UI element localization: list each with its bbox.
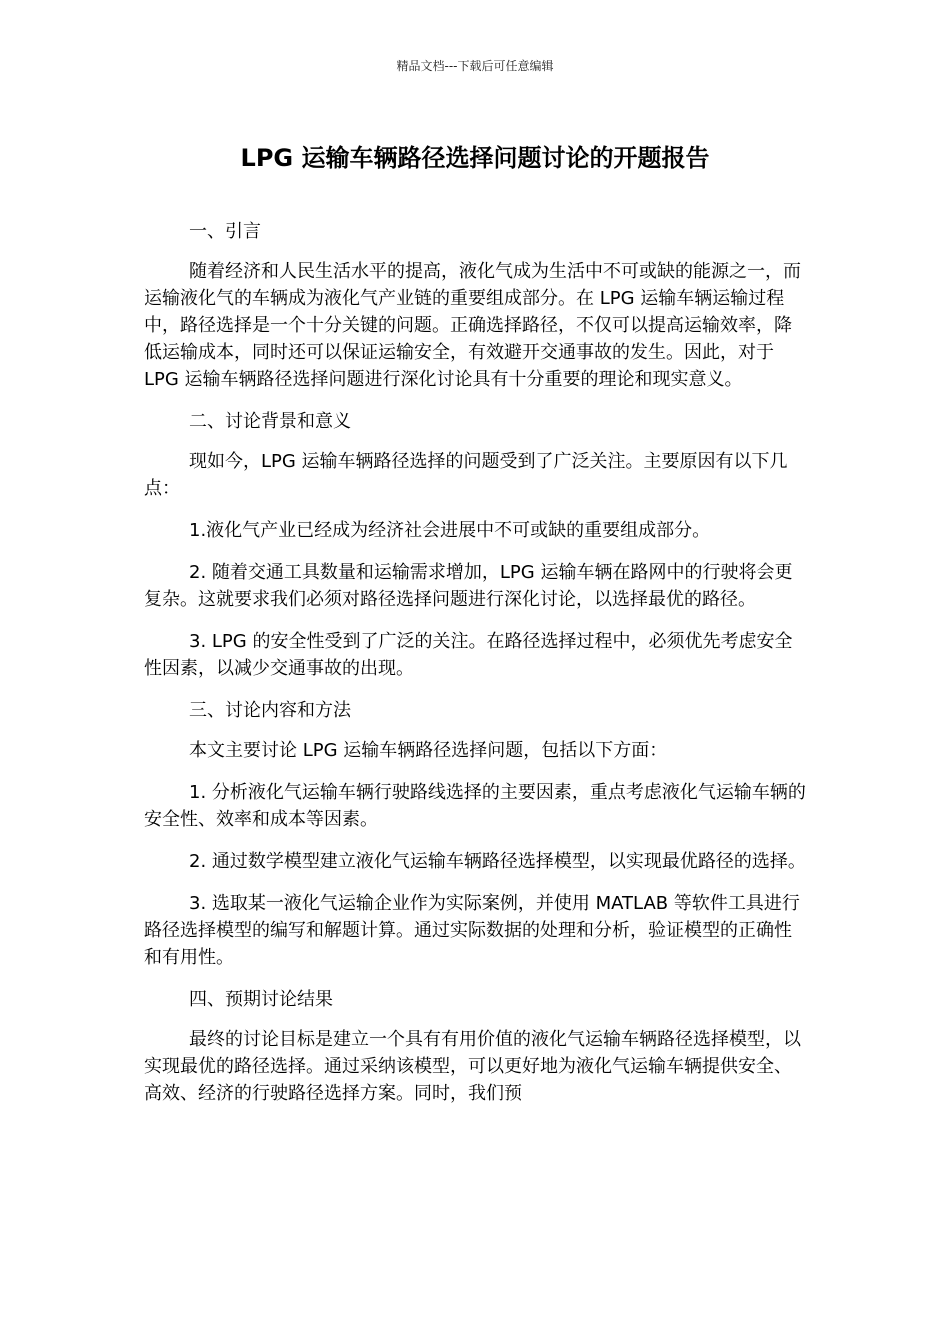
document-title: LPG 运输车辆路径选择问题讨论的开题报告 (240, 144, 710, 172)
list-item: 2. 通过数学模型建立液化气运输车辆路径选择模型，以实现最优路径的选择。 (189, 851, 806, 872)
paragraph: 本文主要讨论 LPG 运输车辆路径选择问题，包括以下方面： (189, 740, 668, 761)
document-body (144, 218, 808, 1122)
paragraph: 随着经济和人民生活水平的提高，液化气成为生活中不可或缺的能源之一，而运输液化气的车辆成为液化气产业链的重要组成部分。在 LPG 运输车辆运输过程中，路径选择是一个十分关键的问题。正确选择路径，不仅可以提高运输效率，降低运输成本，同时还可以保证运输安全，有效避开交通事故的发生。因此，对于 LPG 运输车辆路径选择问题进行深化讨论具有十分重要的理论和现实意义。 (144, 261, 801, 390)
list-item: 2. 随着交通工具数量和运输需求增加，LPG 运输车辆在路网中的行驶将会更复杂。这就要求我们必须对路径选择问题进行深化讨论，以选择最优的路径。 (144, 562, 793, 610)
list-item: 1.液化气产业已经成为经济社会进展中不可或缺的重要组成部分。 (189, 520, 711, 541)
page-header: 精品文档---下载后可任意编辑 (396, 59, 554, 73)
paragraph: 最终的讨论目标是建立一个具有有用价值的液化气运输车辆路径选择模型，以实现最优的路径选择。通过采纳该模型，可以更好地为液化气运输车辆提供安全、高效、经济的行驶路径选择方案。同时，我们预 (144, 1029, 801, 1104)
section-heading-content-method: 三、讨论内容和方法 (189, 700, 351, 721)
section-heading-expected-results: 四、预期讨论结果 (189, 989, 333, 1010)
list-item: 3. LPG 的安全性受到了广泛的关注。在路径选择过程中，必须优先考虑安全性因素，以减少交通事故的出现。 (144, 631, 793, 679)
list-item: 3. 选取某一液化气运输企业作为实际案例，并使用 MATLAB 等软件工具进行路径选择模型的编写和解题计算。通过实际数据的处理和分析，验证模型的正确性和有用性。 (144, 893, 800, 968)
list-item: 1. 分析液化气运输车辆行驶路线选择的主要因素，重点考虑液化气运输车辆的安全性、效率和成本等因素。 (144, 782, 806, 830)
section-heading-introduction: 一、引言 (189, 221, 261, 242)
paragraph: 现如今，LPG 运输车辆路径选择的问题受到了广泛关注。主要原因有以下几点： (144, 451, 788, 499)
section-heading-background: 二、讨论背景和意义 (189, 411, 351, 432)
